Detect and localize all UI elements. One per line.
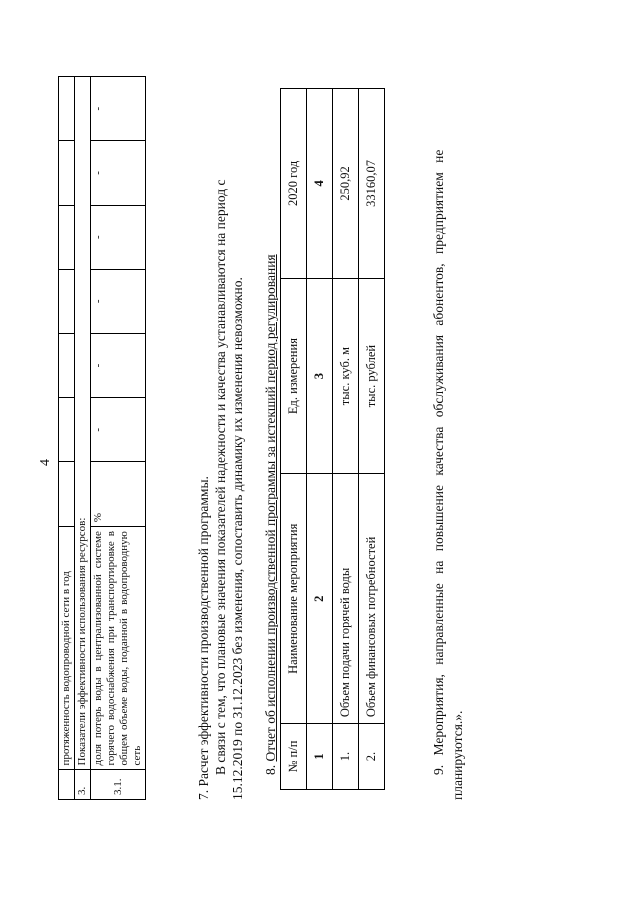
table-cell [59,205,75,269]
resource-indicators-table [58,76,146,800]
table-row [75,77,91,800]
table-row [333,89,359,790]
row-value: 250,92 [333,89,359,279]
row-number: 2. [359,724,385,790]
table-cell [59,398,75,462]
section8-title [262,254,279,775]
index-cell: 4 [307,89,333,279]
section9-line2: планируются.». [450,710,465,800]
row-unit: тыс. куб. м [333,278,359,474]
table-cell [59,462,75,527]
table-cell [59,269,75,333]
value-cell: - [91,77,146,141]
value-cell: - [91,141,146,205]
table-row [91,77,146,800]
table-cell [59,141,75,205]
row-name: Объем финансовых потребностей [359,474,385,724]
table-cell [59,333,75,397]
row-value: 33160,07 [359,89,385,279]
program-report-table [280,88,385,790]
row-name: Объем подачи горячей воды [333,474,359,724]
section9-line1: 9. Мероприятия, направленные на повышение качества обслуживания абонентов, предприятием не [431,149,446,775]
section7-line2: 15.12.2019 по 31.12.2023 без изменения, сопоставить динамику их изменения невозможно. [230,277,245,800]
value-cell: - [91,205,146,269]
section-heading: Показатели эффективности использования ресурсов: [75,77,91,770]
page-number: 4 [38,459,53,466]
row-unit: тыс. рублей [359,278,385,474]
table-row [359,89,385,790]
value-cell: - [91,269,146,333]
row-number: 3.1. [91,770,146,800]
section7-line1: В связи с тем, что плановые значения показателей надежности и качества устанавливаются на период с [213,179,228,775]
row-number: 1. [333,724,359,790]
table-index-row [307,89,333,790]
value-cell: - [91,333,146,397]
header-year: 2020 год [281,89,307,279]
section-number: 3. [75,770,91,800]
header-unit: Ед. измерения [281,278,307,474]
header-name: Наименование мероприятия [281,474,307,724]
section8-title-number: 8. [263,761,278,775]
table-header-row [281,89,307,790]
section8-title-text: Отчет об исполнении производственной программы за истекший период регулирования [263,254,278,762]
index-cell: 1 [307,724,333,790]
losses-description: доля потерь воды в централизованной системе горячего водоснабжения при транспортировке в общем объеме воды, поданной в водопроводную сеть [91,527,146,770]
value-cell: - [91,398,146,462]
index-cell: 3 [307,278,333,474]
table-row [59,77,75,800]
unit-cell: % [91,462,146,527]
section7-title: 7. Расчет эффективности производственной программы. [196,476,211,800]
header-num: № п/п [281,724,307,790]
table-cell [59,77,75,141]
length-label: протяженность водопроводной сети в год [59,527,75,770]
table-cell [59,770,75,800]
index-cell: 2 [307,474,333,724]
